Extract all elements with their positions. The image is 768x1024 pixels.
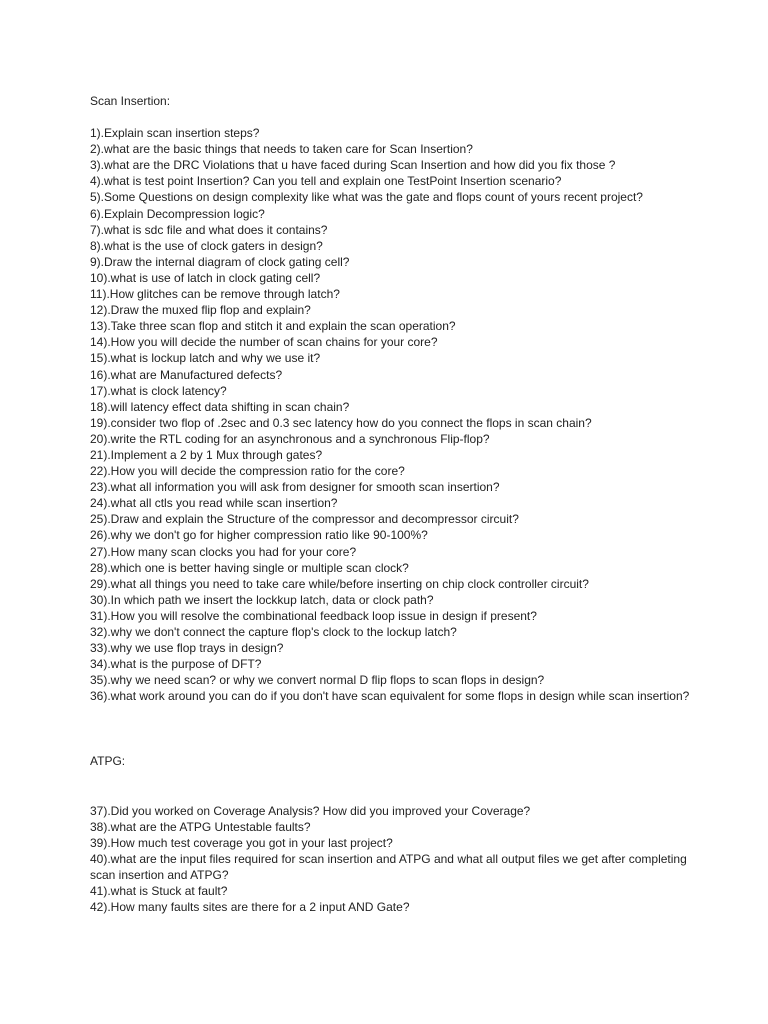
scan-question-item: 2).what are the basic things that needs to taken care for Scan Insertion? — [90, 142, 473, 157]
scan-question-item: 20).write the RTL coding for an asynchronous and a synchronous Flip-flop? — [90, 431, 490, 446]
scan-question-item: 21).Implement a 2 by 1 Mux through gates? — [90, 447, 323, 462]
scan-question-item: 30).In which path we insert the lockkup latch, data or clock path? — [90, 592, 434, 607]
scan-question-item: 31).How you will resolve the combinational feedback loop issue in design if present? — [90, 608, 537, 623]
atpg-question-item: 42).How many faults sites are there for a 2 input AND Gate? — [90, 900, 410, 915]
scan-question-item: 34).what is the purpose of DFT? — [90, 657, 262, 672]
scan-question-item: 7).what is sdc file and what does it contains? — [90, 222, 328, 237]
atpg-question-item: 37).Did you worked on Coverage Analysis? How did you improved your Coverage? — [90, 803, 531, 818]
scan-question-item: 26).why we don't go for higher compression ratio like 90-100%? — [90, 528, 428, 543]
scan-question-item: 18).will latency effect data shifting in scan chain? — [90, 399, 350, 414]
scan-question-item: 23).what all information you will ask from designer for smooth scan insertion? — [90, 480, 500, 495]
scan-question-item: 17).what is clock latency? — [90, 383, 227, 398]
scan-question-item: 35).why we need scan? or why we convert normal D flip flops to scan flops in design? — [90, 673, 545, 688]
scan-question-item: 15).what is lockup latch and why we use it? — [90, 351, 321, 366]
scan-question-item: 4).what is test point Insertion? Can you tell and explain one TestPoint Insertion scenario? — [90, 174, 562, 189]
scan-question-item: 33).why we use flop trays in design? — [90, 641, 284, 656]
scan-question-item: 10).what is use of latch in clock gating cell? — [90, 270, 321, 285]
scan-question-item: 5).Some Questions on design complexity like what was the gate and flops count of yours recent project? — [90, 190, 643, 205]
scan-question-item: 24).what all ctls you read while scan insertion? — [90, 496, 338, 511]
spacer — [90, 770, 690, 803]
scan-question-item: 22).How you will decide the compression ratio for the core? — [90, 464, 405, 479]
scan-question-item: 19).consider two flop of .2sec and 0.3 sec latency how do you connect the flops in scan chain? — [90, 415, 592, 430]
scan-question-item: 9).Draw the internal diagram of clock gating cell? — [90, 254, 350, 269]
spacer — [90, 109, 690, 125]
spacer — [90, 704, 690, 753]
atpg-heading: ATPG: — [90, 754, 126, 769]
atpg-question-item: 40).what are the input files required for scan insertion and ATPG and what all output files we get after completing scan insertion and ATPG? — [90, 851, 687, 882]
scan-question-item: 13).Take three scan flop and stitch it and explain the scan operation? — [90, 319, 456, 334]
scan-question-item: 1).Explain scan insertion steps? — [90, 126, 260, 141]
scan-question-item: 28).which one is better having single or multiple scan clock? — [90, 560, 409, 575]
scan-question-item: 25).Draw and explain the Structure of the compressor and decompressor circuit? — [90, 512, 519, 527]
atpg-question-item: 41).what is Stuck at fault? — [90, 884, 228, 899]
scan-question-item: 14).How you will decide the number of scan chains for your core? — [90, 335, 438, 350]
atpg-question-list — [90, 803, 690, 916]
scan-insertion-heading: Scan Insertion: — [90, 94, 171, 108]
atpg-question-item: 38).what are the ATPG Untestable faults? — [90, 819, 311, 834]
scan-question-item: 3).what are the DRC Violations that u have faced during Scan Insertion and how did you fix those ? — [90, 158, 616, 173]
scan-question-item: 11).How glitches can be remove through latch? — [90, 287, 340, 302]
scan-question-item: 6).Explain Decompression logic? — [90, 206, 265, 221]
document-page — [90, 93, 690, 915]
scan-question-item: 29).what all things you need to take care while/before inserting on chip clock controller circuit? — [90, 576, 589, 591]
scan-question-item: 32).why we don't connect the capture flop's clock to the lockup latch? — [90, 625, 457, 639]
scan-question-item: 12).Draw the muxed flip flop and explain? — [90, 303, 311, 318]
scan-insertion-question-list — [90, 125, 690, 704]
scan-question-item: 27).How many scan clocks you had for your core? — [90, 544, 357, 559]
atpg-question-item: 39).How much test coverage you got in your last project? — [90, 835, 393, 850]
scan-question-item: 36).what work around you can do if you don't have scan equivalent for some flops in design while scan insertion? — [90, 689, 690, 704]
scan-question-item: 8).what is the use of clock gaters in design? — [90, 238, 323, 253]
scan-question-item: 16).what are Manufactured defects? — [90, 367, 283, 382]
